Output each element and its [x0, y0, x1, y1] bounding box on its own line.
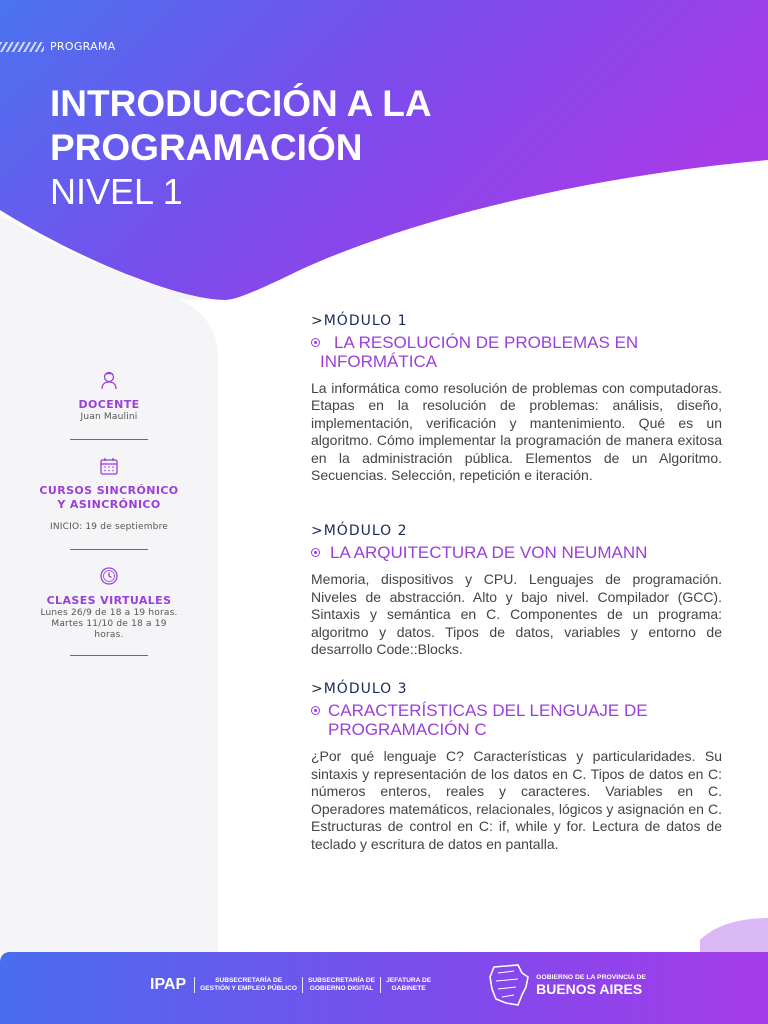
gov-text [536, 974, 646, 997]
gov-logo [488, 963, 646, 1007]
classes-label: CLASES VIRTUALES [46, 594, 172, 607]
breadcrumb-label: PROGRAMA [50, 40, 116, 53]
modules-list [311, 312, 722, 853]
module-title-line-2: INFORMÁTICA [320, 352, 438, 371]
bullet-icon [311, 338, 320, 347]
courses-block [36, 456, 182, 533]
logo-gobierno-digital [302, 977, 380, 993]
divider [70, 655, 148, 656]
sidebar [36, 370, 182, 672]
module-title [328, 543, 647, 562]
logo-gestion-empleo [194, 977, 302, 993]
gov-big-text: BUENOS AIRES [536, 980, 643, 997]
province-map-icon [488, 963, 530, 1007]
bullet-icon [311, 706, 320, 715]
module-heading [311, 333, 722, 371]
module-title-line-1: LA ARQUITECTURA DE VON NEUMANN [330, 543, 648, 563]
module-heading [311, 701, 722, 739]
teacher-name: Juan Maulini [80, 412, 138, 422]
footer-logos [150, 965, 646, 1005]
teacher-label: DOCENTE [78, 398, 140, 411]
breadcrumb [0, 40, 116, 53]
module-title [320, 333, 639, 371]
module-label: >MÓDULO 3 [311, 681, 408, 698]
clock-icon [99, 566, 119, 586]
logo-line: GESTIÓN Y EMPLEO PÚBLICO [200, 985, 298, 992]
module-description: Memoria, dispositivos y CPU. Lenguajes de programación. Niveles de abstracción. Alto y bajo nivel. Compilador (GCC). Sintaxis y semántica en C. Componentes de un programa: algoritmo y datos. Tipos de datos, variables y entorno de desarrollo Code::Blocks. [311, 571, 722, 658]
logo-line: GABINETE [391, 985, 426, 992]
logo-jefatura [380, 977, 436, 993]
module-description: La informática como resolución de problemas con computadoras. Etapas en la resolución de problemas: análisis, diseño, implementación, verificación y mantenimiento. Qué es un algoritmo. Cómo implementar la programación de manera exitosa en la administración pública. Elementos de un Algoritmo. Secuencias. Selección, repetición e iteración. [311, 380, 722, 484]
teacher-block [36, 370, 182, 423]
classes-line-2: Martes 11/10 de 18 a 19 horas. [51, 619, 167, 640]
module-heading [311, 543, 722, 562]
module-title-line-1: LA RESOLUCIÓN DE PROBLEMAS EN [334, 333, 639, 352]
module-title [328, 701, 648, 739]
module-title-line-2: PROGRAMACIÓN C [328, 720, 487, 740]
module-3 [311, 680, 722, 852]
courses-start: INICIO: 19 de septiembre [49, 522, 169, 532]
calendar-icon [99, 456, 119, 476]
page-title [50, 82, 432, 212]
ipap-logo: IPAP [150, 976, 187, 993]
module-2 [311, 522, 722, 658]
title-line-1: INTRODUCCIÓN A LA [50, 83, 432, 124]
level-subtitle: NIVEL 1 [50, 171, 183, 212]
person-icon [99, 370, 119, 390]
bullet-icon [311, 548, 320, 557]
logo-line: GOBIERNO DIGITAL [309, 985, 374, 992]
module-description: ¿Por qué lenguaje C? Características y particularidades. Su sintaxis y representación de los datos en C. Tipos de datos en C: números enteros, reales y caracteres. Variables en C. Operadores matemáticos, relacionales, lógicos y asignación en C. Estructuras de control en C: if, while y for. Lectura de datos de teclado y escritura de datos en pantalla. [311, 748, 722, 852]
logo-line: JEFATURA DE [386, 977, 432, 984]
module-title-line-1: CARACTERÍSTICAS DEL LENGUAJE DE [328, 701, 648, 721]
classes-block [36, 566, 182, 641]
courses-label-2: Y ASINCRÓNICO [57, 498, 161, 511]
stripes-decoration [0, 42, 44, 52]
divider [70, 549, 148, 550]
module-1 [311, 312, 722, 484]
classes-line-1: Lunes 26/9 de 18 a 19 horas. [40, 608, 178, 618]
gov-small-text: GOBIERNO DE LA PROVINCIA DE [536, 973, 646, 981]
logo-line: SUBSECRETARÍA DE [215, 977, 283, 984]
module-label: >MÓDULO 2 [311, 523, 408, 540]
footer-background [0, 900, 768, 1024]
title-line-2: PROGRAMACIÓN [50, 127, 363, 168]
divider [70, 439, 148, 440]
module-label: >MÓDULO 1 [311, 313, 408, 329]
courses-label-1: CURSOS SINCRÓNICO [39, 484, 179, 497]
logo-line: SUBSECRETARÍA DE [308, 977, 376, 984]
